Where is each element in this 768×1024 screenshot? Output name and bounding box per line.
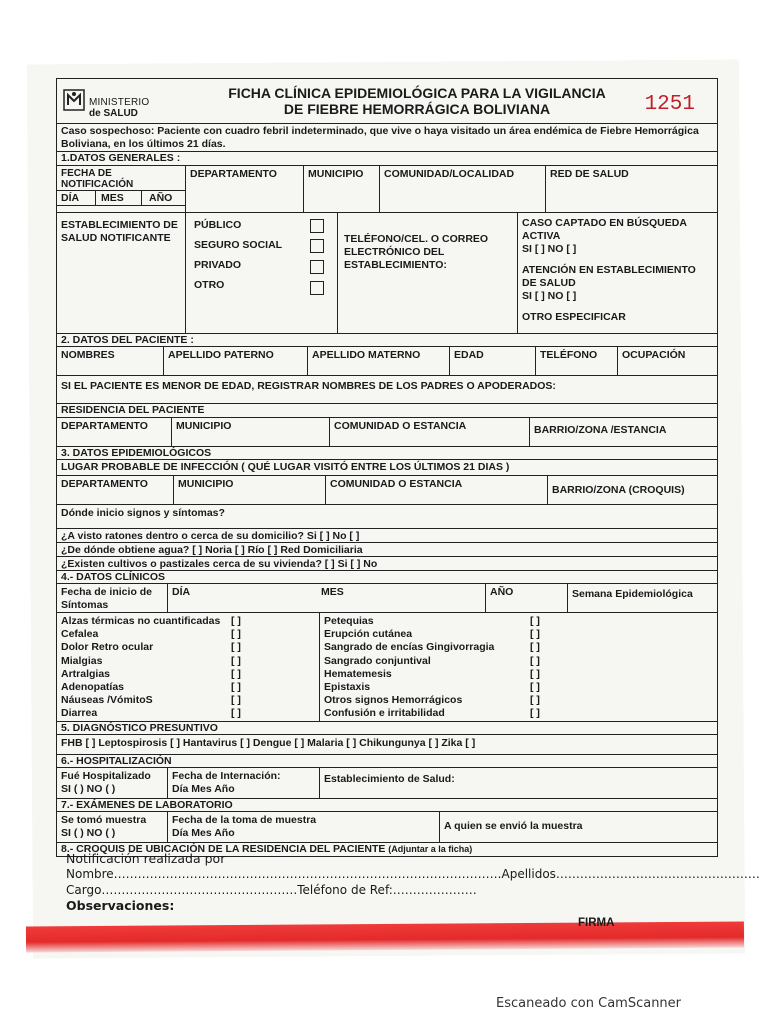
sample-date-parts: Día Mes Año: [172, 827, 235, 839]
sample-sent-to-label: A quien se envió la muestra: [439, 812, 717, 842]
clinical-sign-item: [324, 668, 713, 681]
hospitalized-yes-no[interactable]: SI ( ) NO ( ): [61, 783, 116, 795]
department-label: DEPARTAMENTO: [185, 166, 303, 212]
position-line: Cargo………………………………………….Teléfono de Ref:…………………: [66, 883, 477, 897]
clinical-sign-label: Cefalea: [61, 628, 99, 641]
infection-barrio-label: BARRIO/ZONA (CROQUIS): [547, 476, 717, 504]
clinical-signs-right: [319, 613, 717, 721]
clinical-sign-label: Dolor Retro ocular: [61, 641, 154, 654]
day-label: DÍA: [61, 192, 80, 204]
suspected-case-text: Caso sospechoso: Paciente con cuadro febril indeterminado, que vive o haya visitado un área endémica de Fiebre Hemorrágica Boliviana, en los últimos 21 días.: [57, 124, 717, 152]
hospitalization-row: [57, 768, 717, 799]
patient-phone-label: TELÉFONO: [535, 347, 617, 375]
clinical-sign-label: Adenopatías: [61, 681, 125, 694]
clinical-sign-label: Artralgias: [61, 667, 111, 680]
clinical-sign-item: [324, 655, 713, 668]
clinical-sign-label: Diarrea: [61, 707, 98, 720]
attention-yes-no[interactable]: SI [ ] NO [ ]: [522, 290, 577, 302]
form-header: [57, 79, 717, 124]
clinical-signs-left: [57, 613, 319, 721]
clinical-sign-label: Mialgias: [61, 654, 103, 667]
hospitalized-label: Fué Hospitalizado: [61, 770, 151, 782]
form-title: [207, 85, 627, 117]
year-label: AÑO: [149, 192, 173, 204]
paternal-surname-label: APELLIDO PATERNO: [163, 347, 307, 375]
symptom-onset-place: Dónde inicio signos y síntomas?: [57, 505, 717, 529]
clinical-sign-item: [324, 694, 713, 707]
lab-row: [57, 812, 717, 843]
clinical-sign-item: [324, 641, 713, 654]
name-line: Nombre…………………………………………………………………………………….Apellidos……………………………………………: [66, 867, 760, 881]
public-checkbox[interactable]: [310, 219, 324, 233]
sample-taken-yes-no[interactable]: SI ( ) NO ( ): [61, 827, 116, 839]
clinical-sign-item: [324, 681, 713, 694]
residence-barrio-label: BARRIO/ZONA /ESTANCIA: [529, 418, 717, 446]
ministry-logo: [63, 83, 155, 119]
clinical-sign-checkbox[interactable]: [ ]: [231, 667, 241, 680]
maternal-surname-label: APELLIDO MATERNO: [307, 347, 449, 375]
camscanner-watermark: Escaneado con CamScanner: [496, 996, 682, 1011]
clinical-sign-item: [324, 707, 713, 720]
clinical-sign-checkbox[interactable]: [ ]: [231, 628, 241, 641]
hospitalized-cell: [57, 768, 167, 798]
infection-community-label: COMUNIDAD O ESTANCIA: [325, 476, 547, 504]
ministry-emblem-icon: [63, 89, 85, 111]
symptom-day-label: DÍA: [167, 584, 317, 612]
patient-names-row: [57, 347, 717, 376]
logo-line2: de SALUD: [89, 108, 138, 119]
clinical-sign-checkbox[interactable]: [ ]: [530, 641, 540, 654]
residence-row: [57, 418, 717, 447]
other-label: OTRO: [194, 279, 225, 291]
infection-location-row: [57, 476, 717, 505]
symptom-year-label: AÑO: [485, 584, 567, 612]
clinical-sign-item: [61, 615, 315, 628]
section4-title: 4.- DATOS CLÍNICOS: [57, 571, 717, 584]
clinical-sign-label: Alzas térmicas no cuantificadas: [61, 615, 221, 627]
clinical-sign-checkbox[interactable]: [ ]: [231, 707, 241, 720]
clinical-sign-label: Otros signos Hemorrágicos: [324, 694, 463, 707]
section1-title: 1.DATOS GENERALES :: [57, 152, 717, 166]
health-facility-label: Establecimiento de Salud:: [319, 768, 717, 798]
clinical-sign-item: [61, 668, 315, 681]
title-line1: FICHA CLÍNICA EPIDEMIOLÓGICA PARA LA VIGILANCIA: [228, 85, 606, 101]
sample-taken-cell: [57, 812, 167, 842]
section3-title: 3. DATOS EPIDEMIOLÓGICOS: [57, 447, 717, 460]
clinical-sign-label: Sangrado conjuntival: [324, 654, 431, 667]
notification-by-label: Notificación realizada por: [66, 851, 226, 866]
names-label: NOMBRES: [61, 349, 115, 361]
residence-municipality-label: MUNICIPIO: [171, 418, 329, 446]
health-network-label: RED DE SALUD: [545, 166, 717, 212]
sample-date-cell: [167, 812, 439, 842]
attention-label: ATENCIÓN EN ESTABLECIMIENTO DE SALUD: [522, 264, 696, 289]
other-checkbox[interactable]: [310, 281, 324, 295]
establishment-type-cell: [185, 213, 337, 333]
folio-number: 1251: [644, 93, 695, 116]
crops-question: ¿Existen cultivos o pastizales cerca de su vivienda? [ ] Si [ ] No: [57, 557, 717, 571]
water-question: ¿De dónde obtiene agua? [ ] Noria [ ] Río [ ] Red Domiciliaria: [57, 543, 717, 557]
active-search-yes-no[interactable]: SI [ ] NO [ ]: [522, 243, 577, 255]
clinical-sign-item: [61, 694, 315, 707]
clinical-sign-label: Sangrado de encías Gingivorragia: [324, 641, 495, 654]
clinical-sign-item: [324, 615, 713, 628]
clinical-sign-checkbox[interactable]: [ ]: [231, 615, 241, 627]
occupation-label: OCUPACIÓN: [617, 347, 717, 375]
private-label: PRIVADO: [194, 259, 242, 271]
section2-title: 2. DATOS DEL PACIENTE :: [57, 334, 717, 347]
clinical-sign-checkbox[interactable]: [ ]: [231, 694, 241, 707]
clinical-sign-item: [324, 628, 713, 641]
section1-establishment-row: [57, 213, 717, 334]
establishment-label: ESTABLECIMIENTO DE SALUD NOTIFICANTE: [61, 219, 178, 244]
symptom-start-label: Fecha de inicio de Síntomas: [61, 586, 153, 611]
symptom-date-row: [57, 584, 717, 613]
epi-week-label: Semana Epidemiológica: [567, 584, 717, 612]
residence-title: RESIDENCIA DEL PACIENTE: [57, 404, 717, 418]
clinical-sign-label: Náuseas /VómitoS: [61, 694, 153, 707]
public-label: PÚBLICO: [194, 219, 242, 231]
sample-taken-label: Se tomó muestra: [61, 814, 147, 826]
clinical-sign-label: Hematemesis: [324, 667, 392, 680]
age-label: EDAD: [449, 347, 535, 375]
infection-department-label: DEPARTAMENTO: [61, 478, 148, 490]
symptom-month-label: MES: [321, 586, 344, 598]
clinical-sign-checkbox[interactable]: [ ]: [231, 681, 241, 694]
clinical-sign-checkbox[interactable]: [ ]: [530, 707, 540, 720]
case-capture-cell: [517, 213, 717, 333]
title-line2: DE FIEBRE HEMORRÁGICA BOLIVIANA: [283, 101, 551, 117]
section7-title: 7.- EXÁMENES DE LABORATORIO: [57, 799, 717, 812]
clinical-sign-label: Confusión e irritabilidad: [324, 707, 445, 720]
section8-title-text: 8.- CROQUIS DE UBICACIÓN DE LA RESIDENCIA DEL PACIENTE: [61, 843, 386, 855]
notification-date-cell: [57, 166, 185, 212]
rats-question: ¿A visto ratones dentro o cerca de su domicilio? Si [ ] No [ ]: [57, 529, 717, 543]
infection-place-label: LUGAR PROBABLE DE INFECCIÓN ( QUÉ LUGAR VISITÓ ENTRE LOS ÚLTIMOS 21 DIAS ): [57, 460, 717, 476]
signature-label: FIRMA: [578, 917, 615, 929]
clinical-sign-checkbox[interactable]: [ ]: [530, 654, 540, 667]
private-checkbox[interactable]: [310, 260, 324, 274]
clinical-form: [56, 78, 718, 857]
clinical-sign-label: Petequias: [324, 615, 374, 627]
clinical-sign-checkbox[interactable]: [ ]: [530, 667, 540, 680]
admission-date-cell: [167, 768, 319, 798]
active-search-label: CASO CAPTADO EN BÚSQUEDA ACTIVA: [522, 217, 687, 242]
residence-community-label: COMUNIDAD O ESTANCIA: [329, 418, 529, 446]
admission-date-label: Fecha de Internación:: [172, 770, 281, 782]
clinical-signs-block: [57, 613, 717, 722]
phone-email-label: TELÉFONO/CEL. O CORREO ELECTRÓNICO DEL ESTABLECIMIENTO:: [337, 213, 517, 333]
red-edge-band: [26, 921, 744, 952]
section8-note: (Adjuntar a la ficha): [388, 844, 473, 854]
section6-title: 6.- HOSPITALIZACIÓN: [57, 755, 717, 768]
municipality-label: MUNICIPIO: [303, 166, 379, 212]
clinical-sign-item: [61, 681, 315, 694]
logo-line1: MINISTERIO: [89, 97, 150, 108]
social-security-label: SEGURO SOCIAL: [194, 239, 283, 251]
clinical-sign-item: [61, 641, 315, 654]
clinical-sign-checkbox[interactable]: [ ]: [231, 641, 241, 654]
community-label: COMUNIDAD/LOCALIDAD: [379, 166, 545, 212]
other-specify-label: OTRO ESPECIFICAR: [522, 311, 626, 323]
clinical-sign-item: [61, 655, 315, 668]
clinical-sign-label: Erupción cutánea: [324, 628, 413, 641]
clinical-sign-checkbox[interactable]: [ ]: [530, 681, 540, 694]
admission-date-parts: Día Mes Año: [172, 783, 235, 795]
observations-label: Observaciones:: [66, 898, 175, 913]
clinical-sign-checkbox[interactable]: [ ]: [231, 654, 241, 667]
clinical-sign-checkbox[interactable]: [ ]: [530, 628, 540, 641]
month-label: MES: [101, 192, 124, 204]
social-security-checkbox[interactable]: [310, 239, 324, 253]
presumptive-diagnosis-options[interactable]: FHB [ ] Leptospirosis [ ] Hantavirus [ ] Dengue [ ] Malaria [ ] Chikungunya [ ] Zika [ ]: [57, 735, 717, 755]
clinical-sign-label: Epistaxis: [324, 681, 371, 694]
minor-guardians-label: SI EL PACIENTE ES MENOR DE EDAD, REGISTRAR NOMBRES DE LOS PADRES O APODERADOS:: [57, 376, 717, 404]
residence-department-label: DEPARTAMENTO: [61, 420, 148, 432]
section5-title: 5. DIAGNÓSTICO PRESUNTIVO: [57, 722, 717, 735]
clinical-sign-checkbox[interactable]: [ ]: [530, 694, 540, 707]
section1-location-row: [57, 166, 717, 213]
infection-municipality-label: MUNICIPIO: [173, 476, 325, 504]
sample-date-label: Fecha de la toma de muestra: [172, 814, 317, 826]
clinical-sign-checkbox[interactable]: [ ]: [530, 615, 540, 627]
clinical-sign-item: [61, 707, 315, 720]
clinical-sign-item: [61, 628, 315, 641]
notification-date-label: FECHA DE NOTIFICACIÓN: [61, 168, 134, 190]
